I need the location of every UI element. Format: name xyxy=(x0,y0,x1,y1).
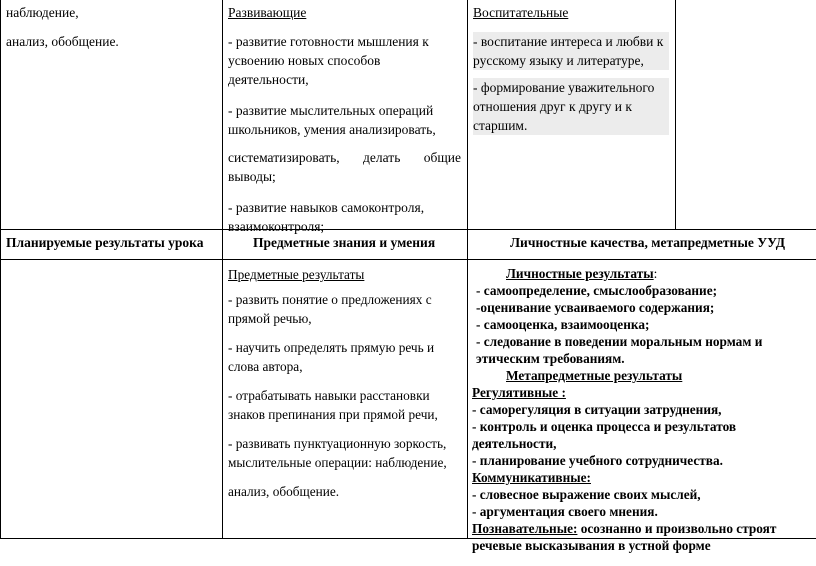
subject-result-item: - развивать пунктуационную зоркость, мыслительные операции: наблюдение, xyxy=(228,436,447,470)
regulative-item: - контроль и оценка процесса и результатов деятельности, xyxy=(472,419,737,451)
developing-goal-item: - развитие навыков самоконтроля, взаимоконтроля; xyxy=(228,200,425,234)
table-border-left xyxy=(0,0,1,538)
personal-meta-results-cell xyxy=(472,265,816,554)
column-divider-2 xyxy=(467,0,468,538)
developing-goal-item: - развитие готовности мышления к усвоению новых способов деятельности, xyxy=(228,34,429,87)
subject-result-item: - отрабатывать навыки расстановки знаков препинания при прямой речи, xyxy=(228,388,438,422)
educational-goal-item: - воспитание интереса и любви к русскому языку и литературе, xyxy=(473,32,669,70)
meta-results-title: Метапредметные результаты xyxy=(506,368,683,383)
row-divider-2 xyxy=(0,259,816,260)
header-personal-meta: Личностные качества, метапредметные УУД xyxy=(510,235,785,250)
personal-result-item: - самооценка, взаимооценка; xyxy=(476,317,650,332)
personal-results-colon: : xyxy=(653,266,658,281)
subject-results-cell xyxy=(228,265,462,513)
column-divider-1 xyxy=(222,0,223,538)
subject-results-title: Предметные результаты xyxy=(228,267,365,282)
educational-goals-cell xyxy=(473,3,669,147)
developing-goals-title: Развивающие xyxy=(228,5,307,20)
developing-goal-item: систематизировать, делать общие выводы; xyxy=(228,150,461,184)
developing-goal-item: - развитие мыслительных операций школьников, умения анализировать, xyxy=(228,103,436,137)
personal-results-heading xyxy=(472,265,816,282)
personal-result-item: - следование в поведении моральным нормам и этическим требованиям. xyxy=(476,334,763,366)
cognitive-title: Познавательные: xyxy=(472,521,578,536)
developing-goals-cell xyxy=(228,3,461,248)
subject-result-item: - развить понятие о предложениях с прямой речью, xyxy=(228,292,432,326)
communicative-item: - словесное выражение своих мыслей, xyxy=(472,487,701,502)
communicative-title: Коммуникативные: xyxy=(472,470,591,485)
subject-result-item: - научить определять прямую речь и слова автора, xyxy=(228,340,435,374)
cognitive-text: осознанно и произвольно строят речевые высказывания в устной форме xyxy=(472,521,777,553)
column-divider-3 xyxy=(675,0,676,230)
subject-result-item: анализ, обобщение. xyxy=(228,484,340,499)
personal-results-title: Личностные результаты xyxy=(506,266,654,281)
personal-result-item: -оценивание усваиваемого содержания; xyxy=(476,300,715,315)
header-planned-results: Планируемые результаты урока xyxy=(6,235,204,250)
regulative-item: - саморегуляция в ситуации затруднения, xyxy=(472,402,722,417)
header-subject-knowledge: Предметные знания и умения xyxy=(253,235,436,250)
cognitive-paragraph xyxy=(472,520,816,554)
top-col1-cell xyxy=(6,3,216,63)
top-col1-line-1: наблюдение, xyxy=(6,5,79,20)
educational-goal-item: - формирование уважительного отношения друг к другу и к старшим. xyxy=(473,78,669,135)
communicative-item: - аргументация своего мнения. xyxy=(472,504,658,519)
top-col1-line-2: анализ, обобщение. xyxy=(6,34,119,49)
regulative-item: - планирование учебного сотрудничества. xyxy=(472,453,723,468)
educational-goals-title: Воспитательные xyxy=(473,5,569,20)
regulative-title: Регулятивные : xyxy=(472,385,566,400)
personal-result-item: - самоопределение, смыслообразование; xyxy=(476,283,718,298)
